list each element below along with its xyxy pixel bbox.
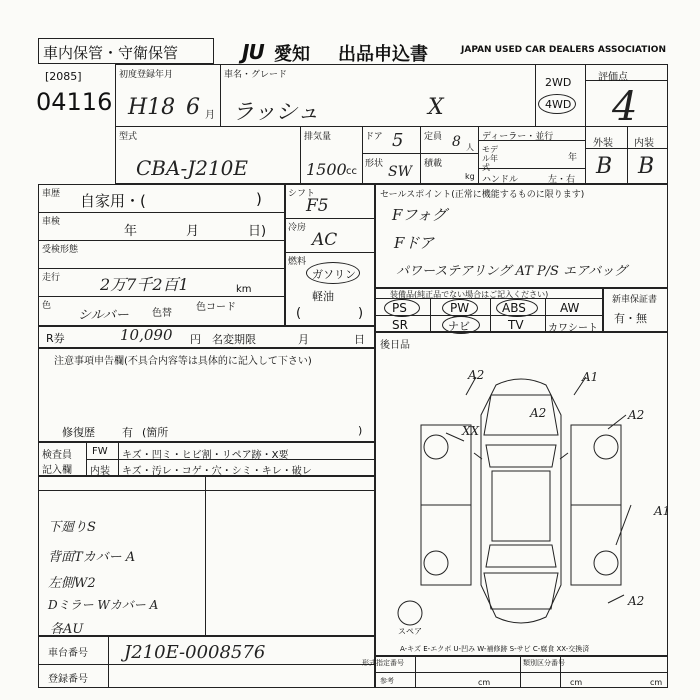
doors-value: 5 [392, 130, 404, 151]
displacement-unit: cc [346, 166, 357, 177]
sales-point-1: Fフォグ [392, 206, 447, 224]
int-text: キズ・汚レ・コゲ・穴・シミ・キレ・破レ [122, 466, 312, 477]
mileage-value: 2万7千2百1 [100, 275, 189, 294]
damage-mark-2: A1 [582, 370, 599, 384]
damage-legend: A-キズ E-エクボ U-凹み W-補修跡 S-サビ C-腐食 XX-交換済 [400, 645, 590, 653]
recycle-row [38, 326, 375, 348]
shift-value: F5 [306, 196, 329, 216]
doors-label: ドア [365, 132, 383, 142]
equip-circle-pw [442, 299, 478, 317]
form-type-label: 受検形態 [42, 245, 79, 255]
remark-2: 背面Tカバー A [48, 550, 136, 565]
remark-1: 下廻りS [48, 520, 96, 535]
fuel-circle [306, 262, 360, 284]
equip-sr: SR [392, 318, 408, 332]
repair-close: ) [358, 424, 363, 437]
drive-circle [538, 94, 576, 114]
cooler-label: 冷房 [288, 223, 307, 233]
inspection-label: 車検 [42, 217, 61, 227]
handle-options: 左・右 [548, 175, 576, 185]
equip-ps: PS [392, 301, 407, 315]
model-year-label: モデル年式 [482, 145, 498, 172]
later-items-label: 後日品 [380, 340, 410, 351]
notes-label: 注意事項申告欄(不具合内容等は具体的に記入して下さい) [54, 356, 312, 367]
name-change-label: 名変期限 [212, 333, 256, 346]
equip-abs: ABS [502, 301, 526, 315]
color-change-label: 色替 [152, 308, 172, 319]
shape-value: SW [388, 164, 412, 180]
damage-mark-5: XX [462, 424, 480, 438]
storage-label-box [38, 38, 214, 64]
capacity-value: 8 [452, 134, 461, 150]
equip-tv: TV [508, 318, 524, 332]
warranty-label: 新車保証書 [612, 295, 658, 305]
recycle-value: 10,090 [120, 326, 173, 344]
cooler-value: AC [312, 230, 338, 250]
sales-point-3: パワーステアリング AT P/S エアバッグ [396, 264, 628, 279]
equipment-label: 装備品(純正品でない場合はご記入ください) [390, 290, 549, 299]
score-overall: 4 [612, 84, 638, 130]
registration-month-unit: 月 [205, 110, 215, 121]
exterior-score: B [596, 154, 613, 179]
history-label: 車歴 [42, 189, 61, 199]
registration-label: 初度登録年月 [119, 70, 174, 80]
equip-navi: ナビ [448, 320, 470, 333]
car-name: ラッシュ [232, 100, 320, 125]
displacement-label: 排気量 [304, 132, 332, 142]
fuel-paren-open: ( [296, 306, 302, 321]
model-value: CBA-J210E [136, 156, 248, 180]
equip-seat: カワシート [548, 323, 598, 334]
fuel-gasoline: ガソリン [312, 268, 356, 281]
shift-label: シフト [288, 189, 316, 199]
drive-2wd: 2WD [545, 76, 572, 89]
equip-circle-ps [384, 299, 420, 317]
damage-mark-1: A2 [468, 368, 485, 382]
score-label: 評価点 [598, 72, 628, 83]
inspection-day-unit: 日) [248, 224, 267, 239]
sales-point-2: Fドア [394, 234, 434, 252]
equip-aw: AW [560, 301, 580, 315]
car-name-label: 車名・グレード [224, 70, 288, 80]
dealer-label: ディーラー・並行 [482, 132, 554, 142]
interior-score: B [638, 154, 655, 179]
fw-label: FW [92, 446, 108, 457]
repair-label: 修復歴 [62, 426, 95, 439]
warranty-options: 有・無 [614, 312, 647, 325]
chassis-value: J210E-0008576 [124, 642, 266, 663]
fw-text: キズ・凹ミ・ヒビ割・リペア跡・X要 [122, 450, 289, 461]
damage-mark-4: A2 [628, 408, 645, 422]
fuel-label: 燃料 [288, 257, 307, 267]
form-number-label: 形式指定番号 [362, 659, 404, 667]
name-change-day: 日 [354, 333, 365, 346]
cm-1: cm [478, 678, 491, 687]
association-name: JAPAN USED CAR DEALERS ASSOCIATION [461, 45, 666, 55]
fuel-paren-close: ) [358, 306, 364, 321]
damage-mark-6: A1 [654, 504, 671, 518]
name-change-month: 月 [298, 333, 309, 346]
cm-3: cm [650, 678, 663, 687]
registration-month: 6 [186, 95, 200, 120]
registration-year: H18 [128, 95, 176, 120]
exterior-label: 外装 [593, 138, 613, 149]
repair-location-label: (箇所 [142, 426, 169, 439]
capacity-unit: 人 [466, 143, 474, 152]
car-diagram [376, 355, 666, 645]
remark-5: 各AU [50, 622, 84, 637]
inspection-month-unit: 月 [186, 224, 200, 239]
recycle-unit: 円 [190, 333, 201, 346]
damage-mark-3: A2 [530, 406, 547, 420]
color-code-label: 色コード [196, 302, 236, 313]
damage-mark-7: A2 [628, 594, 645, 608]
remark-4: Dミラー Wカバー A [48, 598, 159, 612]
color-value: シルバー [78, 308, 129, 323]
ju-logo: JU [242, 40, 264, 64]
sales-points-label: セールスポイント(正常に機能するものに限ります) [380, 190, 585, 200]
handle-label: ハンドル [482, 175, 519, 185]
color-label: 色 [42, 301, 52, 311]
chassis-label: 車台番号 [48, 648, 88, 659]
org-name: 愛知 [274, 44, 310, 65]
history-close: ) [256, 190, 262, 208]
fuel-light-oil: 軽油 [312, 290, 334, 303]
int-label: 内装 [90, 466, 110, 477]
inspector-label: 検査員 [42, 450, 72, 461]
car-grade: X [428, 95, 444, 120]
spare-label: スペア [398, 627, 422, 636]
mileage-unit: km [236, 284, 252, 295]
category-number-label: 類別区分番号 [523, 659, 565, 667]
equip-circle-abs [496, 299, 538, 317]
remark-3: 左側W2 [48, 576, 96, 591]
load-label: 積載 [424, 159, 443, 169]
load-unit: kg [465, 172, 475, 181]
reference-label-1: 参考 [380, 677, 394, 685]
storage-label: 車内保管・守衛保管 [43, 44, 179, 62]
history-value: 自家用・( [80, 192, 146, 210]
repair-value: 有 [122, 426, 133, 439]
drive-4wd: 4WD [545, 98, 572, 111]
capacity-label: 定員 [424, 132, 443, 142]
inspector-record-label: 記入欄 [42, 465, 72, 476]
interior-label: 内装 [634, 138, 654, 149]
form-title: 出品申込書 [338, 44, 428, 65]
equip-pw: PW [450, 301, 470, 315]
lot-ref: [2085] [45, 70, 82, 83]
lot-number: 04116 [36, 88, 113, 116]
inspection-year-unit: 年 [124, 224, 138, 239]
model-label: 型式 [119, 132, 138, 142]
shape-label: 形状 [365, 159, 384, 169]
displacement-value: 1500 [306, 160, 347, 179]
recycle-label: R券 [46, 332, 65, 345]
model-year-unit: 年 [568, 153, 578, 163]
cm-2: cm [570, 678, 583, 687]
plate-label: 登録番号 [48, 674, 88, 685]
mileage-label: 走行 [42, 273, 61, 283]
